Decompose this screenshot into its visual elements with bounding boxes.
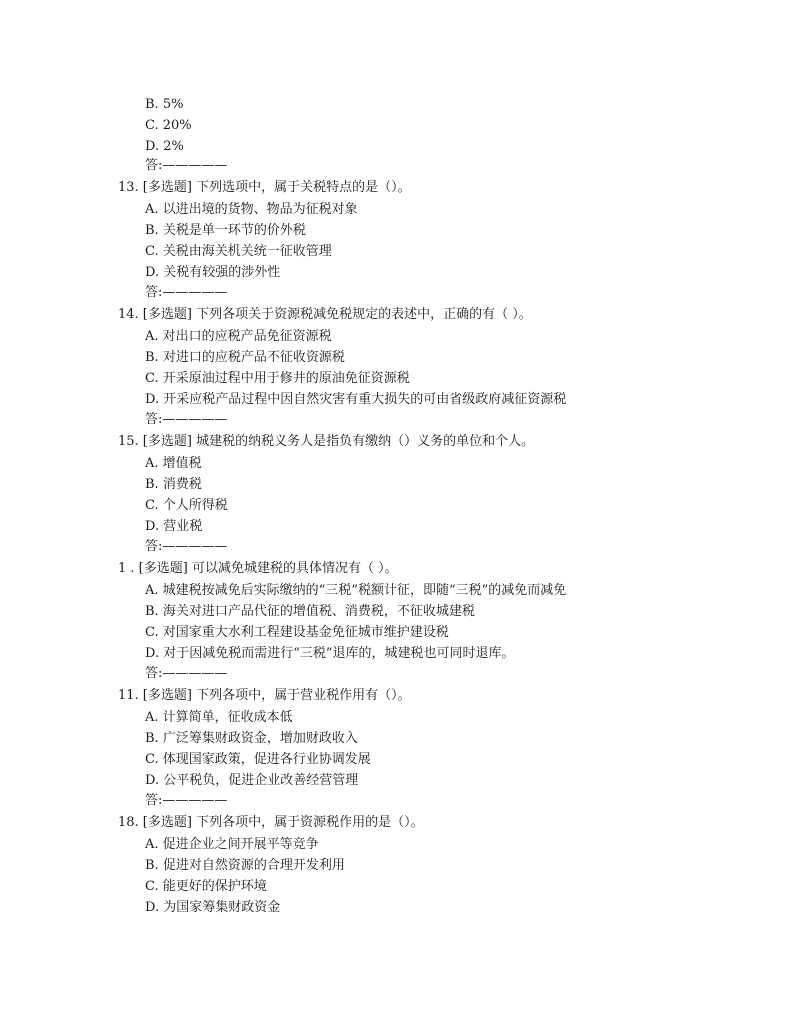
question-line: 1 . [多选题] 可以减免城建税的具体情况有（ ）。 [118,561,398,576]
option-line: B. 5% [145,97,184,112]
option-line: C. 开采原油过程中用于修井的原油免征资源税 [145,371,410,386]
option-line: B. 海关对进口产品代征的增值税、消费税，不征收城建税 [145,604,475,619]
option-line: B. 对进口的应税产品不征收资源税 [145,350,345,365]
option-line: C. 关税由海关机关统一征收管理 [145,244,332,259]
option-line: D. 公平税负，促进企业改善经营管理 [145,773,359,788]
option-line: D. 2% [145,139,184,154]
option-line: B. 促进对自然资源的合理开发利用 [145,858,345,873]
option-line: D. 开采应税产品过程中因自然灾害有重大损失的可由省级政府减征资源税 [145,392,567,407]
option-line: A. 计算简单，征收成本低 [145,710,293,725]
option-line: C. 20% [145,118,192,133]
answer-line: 答:————— [145,285,228,300]
option-line: A. 对出口的应税产品免征资源税 [145,329,332,344]
answer-line: 答:————— [145,158,228,173]
option-line: B. 消费税 [145,477,202,492]
option-line: D. 对于因减免税而需进行“三税”退库的，城建税也可同时退库。 [145,646,515,661]
question-line: 11. [多选题] 下列各项中，属于营业税作用有（）。 [118,688,411,703]
answer-line: 答:————— [145,793,228,808]
question-line: 14. [多选题] 下列各项关于资源税减免税规定的表述中，正确的有（ ）。 [118,307,532,322]
option-line: A. 促进企业之间开展平等竞争 [145,837,319,852]
answer-line: 答:————— [145,666,228,681]
option-line: B. 广泛筹集财政资金，增加财政收入 [145,731,358,746]
option-line: D. 营业税 [145,519,203,534]
answer-line: 答:————— [145,539,228,554]
option-line: C. 能更好的保护环境 [145,879,267,894]
option-line: B. 关税是单一环节的价外税 [145,223,306,238]
option-line: A. 城建税按减免后实际缴纳的“三税”税额计征，即随“三税”的减免而减免 [145,583,567,598]
option-line: A. 以进出境的货物、物品为征税对象 [145,202,358,217]
option-line: C. 体现国家政策，促进各行业协调发展 [145,752,371,767]
answer-line: 答:————— [145,412,228,427]
option-line: C. 对国家重大水利工程建设基金免征城市维护建设税 [145,625,449,640]
question-line: 15. [多选题] 城建税的纳税义务人是指负有缴纳（）义务的单位和个人。 [118,434,535,449]
question-line: 18. [多选题] 下列各项中，属于资源税作用的是（）。 [118,815,424,830]
option-line: D. 为国家筹集财政资金 [145,900,281,915]
option-line: A. 增值税 [145,456,202,471]
question-line: 13. [多选题] 下列选项中，属于关税特点的是（）。 [118,180,411,195]
option-line: D. 关税有较强的涉外性 [145,265,281,280]
option-line: C. 个人所得税 [145,498,228,513]
